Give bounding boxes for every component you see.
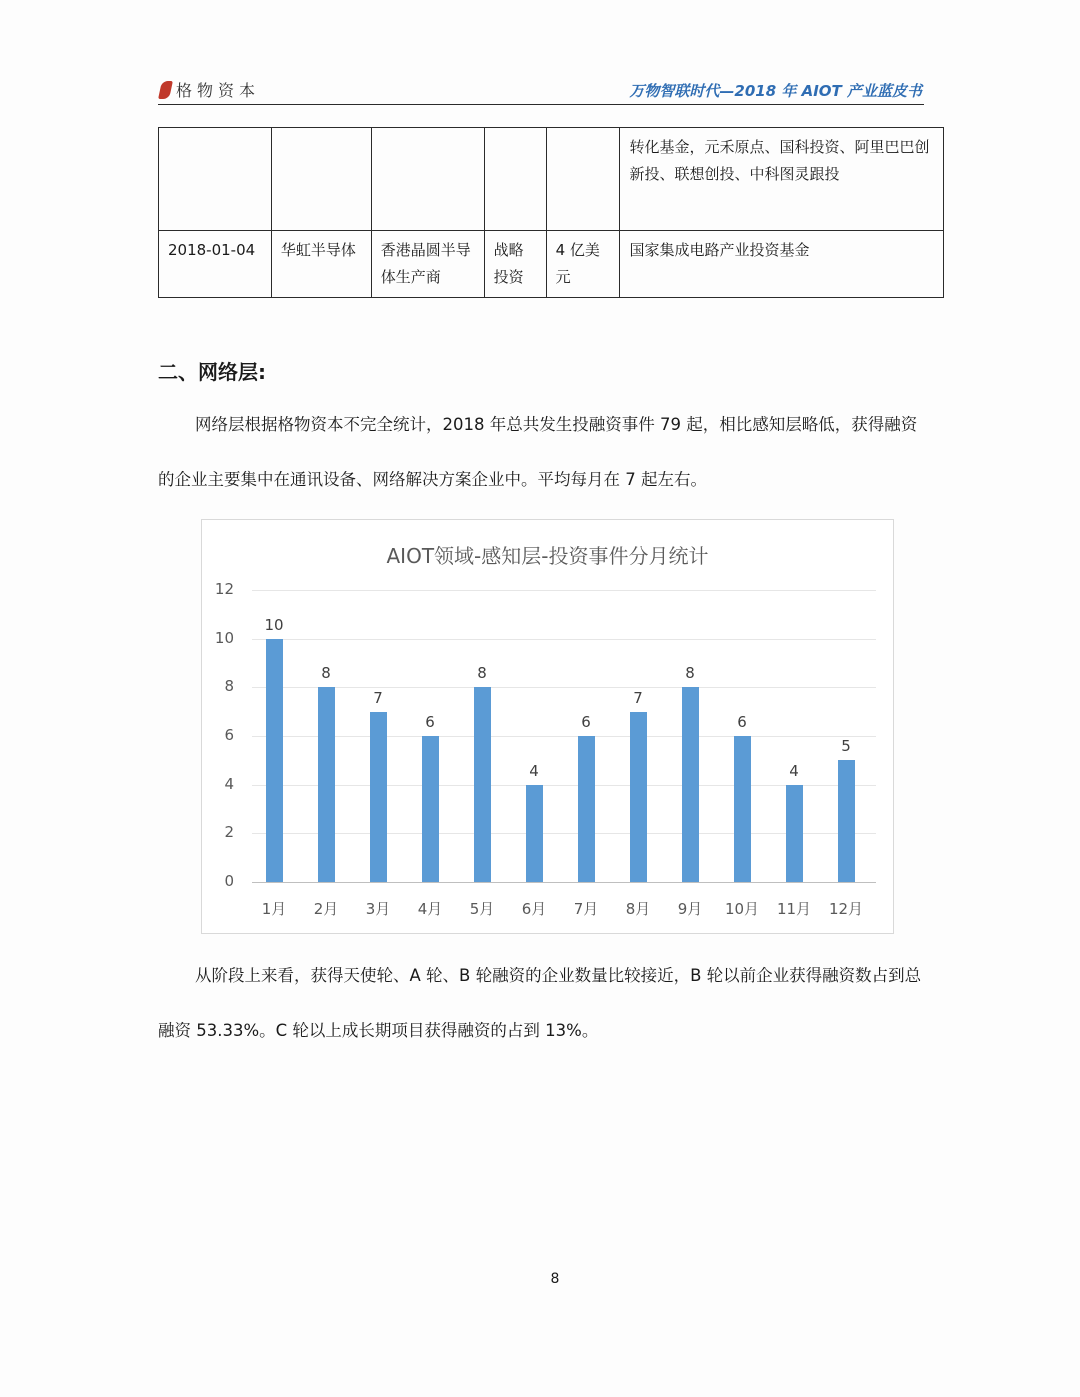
bar-value-label: 6 xyxy=(425,713,435,731)
x-tick-label: 12月 xyxy=(828,900,864,918)
table-cell xyxy=(484,128,546,231)
gridline xyxy=(252,687,876,688)
x-tick-label: 11月 xyxy=(776,900,812,918)
bar xyxy=(630,712,647,882)
table-cell: 4 亿美元 xyxy=(546,231,620,298)
x-tick-label: 2月 xyxy=(313,900,339,918)
y-tick-label: 6 xyxy=(224,726,234,744)
bar-value-label: 7 xyxy=(633,688,643,707)
x-tick-label: 6月 xyxy=(521,900,547,918)
table-cell: 香港晶圆半导体生产商 xyxy=(371,231,484,298)
bar xyxy=(526,785,543,882)
table-cell: 国家集成电路产业投资基金 xyxy=(620,231,944,298)
table-cell xyxy=(271,128,371,231)
table-cell: 华虹半导体 xyxy=(271,231,371,298)
x-tick-label: 10月 xyxy=(724,900,760,918)
header-title: 万物智联时代—2018 年 AIOT 产业蓝皮书 xyxy=(629,82,922,100)
x-tick-label: 4月 xyxy=(417,900,443,918)
bar-value-label: 6 xyxy=(581,713,591,731)
x-axis-line xyxy=(252,882,876,883)
gridline xyxy=(252,590,876,591)
bar-value-label: 7 xyxy=(373,688,383,707)
bar xyxy=(734,736,751,882)
gridline xyxy=(252,785,876,786)
gridline xyxy=(252,833,876,834)
y-tick-label: 10 xyxy=(214,628,234,647)
page-number: 8 xyxy=(550,1271,560,1287)
bar xyxy=(578,736,595,882)
x-tick-label: 7月 xyxy=(573,900,599,918)
bar-value-label: 8 xyxy=(477,664,487,683)
bar-chart xyxy=(201,519,894,934)
x-tick-label: 5月 xyxy=(469,900,495,918)
deals-table xyxy=(158,127,944,298)
bar-value-label: 8 xyxy=(685,664,695,683)
bar xyxy=(266,639,283,882)
bar-value-label: 4 xyxy=(529,761,539,780)
page-header xyxy=(158,76,924,105)
bar xyxy=(682,687,699,882)
gridline xyxy=(252,639,876,640)
x-tick-label: 1月 xyxy=(261,900,287,918)
bar-value-label: 10 xyxy=(264,615,284,634)
bar xyxy=(318,687,335,882)
logo xyxy=(160,78,260,101)
bar-value-label: 4 xyxy=(789,761,799,780)
bar-value-label: 5 xyxy=(841,737,851,756)
logo-mark-icon xyxy=(158,81,173,99)
table-cell xyxy=(159,128,272,231)
bar xyxy=(370,712,387,882)
logo-text: 格物资本 xyxy=(176,81,261,100)
y-tick-label: 2 xyxy=(224,823,234,842)
x-tick-label: 9月 xyxy=(677,900,703,918)
bar-value-label: 8 xyxy=(321,664,331,683)
table-cell: 转化基金，元禾原点、国科投资、阿里巴巴创新投、联想创投、中科图灵跟投 xyxy=(620,128,944,231)
paragraph: 网络层根据格物资本不完全统计，2018 年总共发生投融资事件 79 起，相比感知层略低，获得融资的企业主要集中在通讯设备、网络解决方案企业中。平均每月在 7 起左右。 xyxy=(158,415,918,489)
chart-title: AIOT领域-感知层-投资事件分月统计 xyxy=(386,544,709,568)
table-cell: 战略投资 xyxy=(484,231,546,298)
table-row xyxy=(159,128,944,231)
bar xyxy=(422,736,439,882)
y-tick-label: 8 xyxy=(224,677,234,696)
bar-value-label: 6 xyxy=(737,713,747,731)
table-cell: 2018-01-04 xyxy=(159,231,272,298)
y-tick-label: 12 xyxy=(214,580,234,598)
x-tick-label: 3月 xyxy=(365,900,391,918)
table-row xyxy=(159,231,944,298)
gridline xyxy=(252,736,876,737)
y-tick-label: 0 xyxy=(224,872,234,890)
x-tick-label: 8月 xyxy=(625,900,651,918)
bar xyxy=(838,760,855,882)
section-title: 二、网络层: xyxy=(158,360,266,384)
bar xyxy=(786,785,803,882)
paragraph: 从阶段上来看，获得天使轮、A 轮、B 轮融资的企业数量比较接近，B 轮以前企业获得融资数占到总融资 53.33%。C 轮以上成长期项目获得融资的占到 13%。 xyxy=(158,966,922,1040)
table-cell xyxy=(546,128,620,231)
bar xyxy=(474,687,491,882)
y-tick-label: 4 xyxy=(224,774,234,793)
table-cell xyxy=(371,128,484,231)
